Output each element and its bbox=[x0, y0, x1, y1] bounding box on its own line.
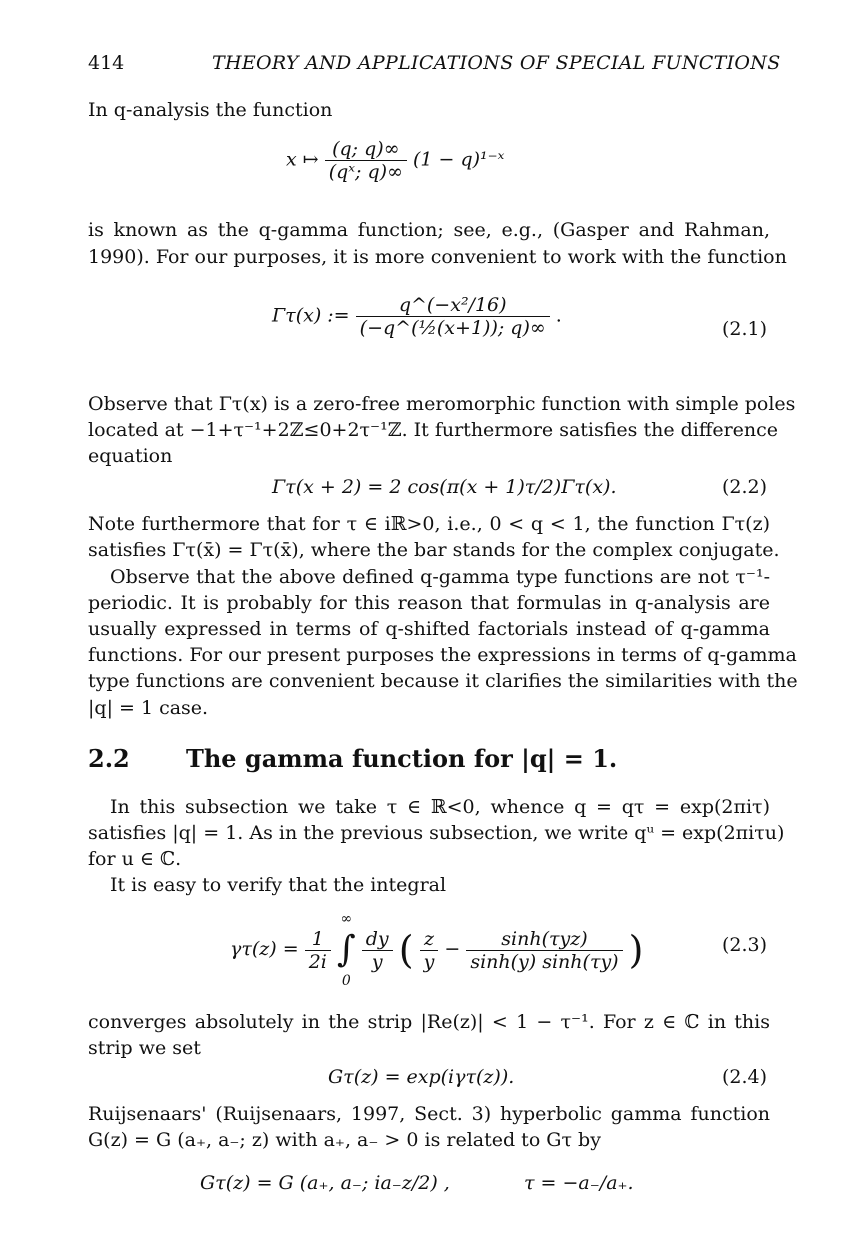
eq21-denominator: (−q^(½(x+1)); q)∞ bbox=[359, 317, 546, 339]
eq-qgamma-denominator: (qˣ; q)∞ bbox=[328, 161, 403, 183]
eq21-fraction bbox=[356, 294, 550, 339]
eq21-lhs: Γτ(x) := bbox=[272, 304, 350, 327]
equation-2-3 bbox=[230, 908, 643, 992]
para6-line2: G(z) = G (a₊, a₋; z) with a₊, a₋ > 0 is related to Gτ by bbox=[88, 1129, 601, 1151]
running-title: THEORY AND APPLICATIONS OF SPECIAL FUNCTIONS bbox=[212, 52, 781, 74]
page-number: 414 bbox=[88, 52, 125, 74]
para2-line3: equation bbox=[88, 445, 173, 467]
equation-number-2-2: (2.2) bbox=[722, 476, 768, 498]
equation-2-4: Gτ(z) = exp(iγτ(z)). bbox=[328, 1066, 515, 1088]
eq23-coef-num: 1 bbox=[305, 928, 331, 951]
eq23-sinh-num: sinh(τyz) bbox=[466, 928, 622, 951]
equation-qgamma bbox=[286, 138, 504, 183]
section-title: The gamma function for |q| = 1. bbox=[186, 744, 618, 773]
para6-line1: Ruijsenaars' (Ruijsenaars, 1997, Sect. 3) hyperbolic gamma function bbox=[88, 1103, 770, 1125]
eq23-lower-limit: 0 bbox=[341, 973, 351, 989]
eq23-z-fraction bbox=[420, 928, 439, 973]
equation-relation: Gτ(z) = G (a₊, a₋; ia₋z/2) , bbox=[200, 1172, 450, 1194]
para5-line2: strip we set bbox=[88, 1037, 201, 1059]
para1-line1: is known as the q-gamma function; see, e.g., (Gasper and Rahman, bbox=[88, 219, 770, 241]
para3-line7: type functions are convenient because it clarifies the similarities with the bbox=[88, 670, 798, 692]
para3-line8: |q| = 1 case. bbox=[88, 697, 209, 719]
equation-number-2-1: (2.1) bbox=[722, 318, 768, 340]
para1-line2: 1990). For our purposes, it is more convenient to work with the function bbox=[88, 246, 787, 268]
eq23-sinh-fraction bbox=[466, 928, 622, 973]
eq21-period: . bbox=[555, 304, 562, 327]
eq-qgamma-fraction bbox=[325, 138, 407, 183]
eq21-numerator: q^(−x²/16) bbox=[356, 294, 550, 317]
section-heading bbox=[88, 744, 617, 773]
eq23-coef-den: 2i bbox=[308, 950, 327, 973]
para5-line1: converges absolutely in the strip |Re(z)| < 1 − τ⁻¹. For z ∈ ℂ in this bbox=[88, 1011, 770, 1033]
para4-line4: It is easy to verify that the integral bbox=[110, 874, 447, 896]
eq23-minus: − bbox=[444, 938, 461, 960]
equation-number-2-3: (2.3) bbox=[722, 934, 768, 956]
eq23-dy-den: y bbox=[371, 950, 383, 973]
para3-line3: Observe that the above defined q-gamma type functions are not τ⁻¹- bbox=[110, 566, 770, 588]
left-paren-icon: ( bbox=[398, 928, 414, 972]
eq-qgamma-tail: (1 − q)¹⁻ˣ bbox=[412, 148, 505, 171]
para3-line1: Note furthermore that for τ ∈ iℝ>0, i.e., 0 < q < 1, the function Γτ(z) bbox=[88, 513, 770, 535]
para4-line3: for u ∈ ℂ. bbox=[88, 848, 182, 870]
para3-line6: functions. For our present purposes the expressions in terms of q-gamma bbox=[88, 644, 797, 666]
eq23-coefficient bbox=[305, 928, 331, 973]
para3-line2: satisfies Γτ(x̄) = Γτ(x̄), where the bar stands for the complex conjugate. bbox=[88, 539, 780, 561]
eq23-sinh-den: sinh(y) sinh(τy) bbox=[470, 950, 619, 973]
para2-line1: Observe that Γτ(x) is a zero-free meromorphic function with simple poles bbox=[88, 393, 796, 415]
equation-tau-relation: τ = −a₋/a₊. bbox=[524, 1172, 634, 1194]
eq23-integral bbox=[337, 908, 356, 992]
equation-2-1 bbox=[272, 294, 562, 339]
intro-line: In q-analysis the function bbox=[88, 99, 333, 121]
eq-qgamma-lhs: x ↦ bbox=[286, 148, 319, 171]
eq23-upper-limit: ∞ bbox=[340, 911, 353, 927]
right-paren-icon: ) bbox=[628, 928, 644, 972]
eq23-dy-num: dy bbox=[362, 928, 393, 951]
para2-line2: located at −1+τ⁻¹+2ℤ≤0+2τ⁻¹ℤ. It furthermore satisfies the difference bbox=[88, 419, 779, 441]
para3-line4: periodic. It is probably for this reason that formulas in q-analysis are bbox=[88, 592, 770, 614]
equation-number-2-4: (2.4) bbox=[722, 1066, 768, 1088]
para4-line2: satisfies |q| = 1. As in the previous subsection, we write qᵘ = exp(2πiτu) bbox=[88, 822, 785, 844]
eq23-lhs: γτ(z) = bbox=[230, 938, 299, 960]
eq23-z-num: z bbox=[420, 928, 439, 951]
eq23-z-den: y bbox=[423, 950, 435, 973]
eq23-dy-fraction bbox=[362, 928, 393, 973]
eq-qgamma-numerator: (q; q)∞ bbox=[325, 138, 407, 161]
equation-2-2: Γτ(x + 2) = 2 cos(π(x + 1)τ/2)Γτ(x). bbox=[272, 476, 617, 498]
section-number: 2.2 bbox=[88, 744, 130, 773]
integral-sign-icon: ∫ bbox=[336, 929, 356, 970]
para4-line1: In this subsection we take τ ∈ ℝ<0, whence q = qτ = exp(2πiτ) bbox=[110, 796, 770, 818]
para3-line5: usually expressed in terms of q-shifted factorials instead of q-gamma bbox=[88, 618, 770, 640]
